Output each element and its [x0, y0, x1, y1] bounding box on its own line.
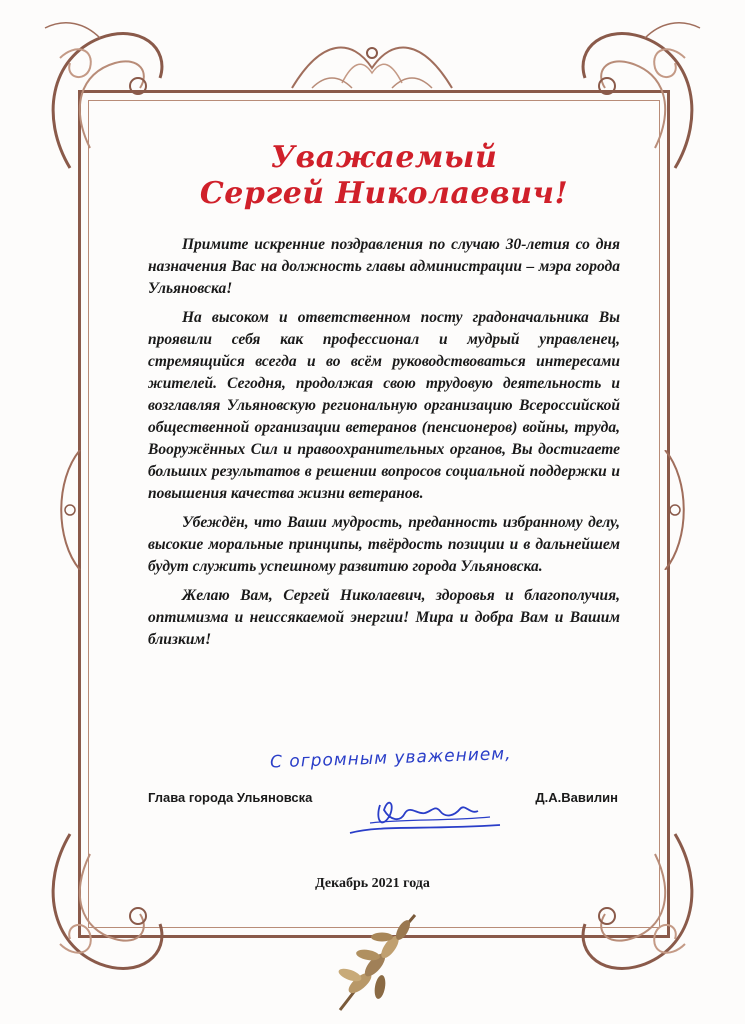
signer-name: Д.А.Вавилин [535, 790, 618, 805]
handwritten-signature [340, 785, 510, 845]
greeting-title [148, 140, 620, 212]
paragraph: Желаю Вам, Сергей Николаевич, здоровья и благополучия, оптимизма и неиссякаемой энергии! Мира и добра Вам и Вашим близким! [148, 587, 620, 648]
paragraph: На высоком и ответственном посту градоначальника Вы проявили себя как профессионал и мудрый управленец, стремящийся всегда и во всём руководствоваться интересами жителей. Сегодня, продолжая свою трудовую деятельность и возглавляя Ульяновскую региональную организацию Всероссийской общественной организации ветеранов (пенсионеров) войны, труда, Вооружённых Сил и правоохранительных органов, Вы достигаете больших результатов в решении вопросов социальной поддержки и повышения качества жизни ветеранов. [148, 309, 620, 502]
letter-date: Декабрь 2021 года [315, 876, 430, 891]
greeting-line-2: Сергей Николаевич! [199, 176, 569, 211]
paragraph: Примите искренние поздравления по случаю 30-летия со дня назначения Вас на должность главы администрации – мэра города Ульяновска! [148, 236, 620, 297]
side-ornament-right [655, 450, 695, 570]
corner-ornament-bottom-right [575, 834, 705, 984]
top-ornament [282, 28, 462, 98]
corner-ornament-bottom-left [40, 834, 170, 984]
letter-content [148, 140, 620, 658]
side-ornament-left [50, 450, 90, 570]
paragraph: Убеждён, что Ваши мудрость, преданность избранному делу, высокие моральные принципы, твёрдость позиции и в дальнейшем будут служить успешному развитию города Ульяновска. [148, 514, 620, 575]
greeting-line-1: Уважаемый [270, 140, 498, 175]
letter-body [148, 234, 620, 651]
signer-title: Глава города Ульяновска [148, 790, 313, 805]
handwritten-note: С огромным уважением, [269, 744, 512, 773]
laurel-branch-icon [320, 905, 430, 1015]
